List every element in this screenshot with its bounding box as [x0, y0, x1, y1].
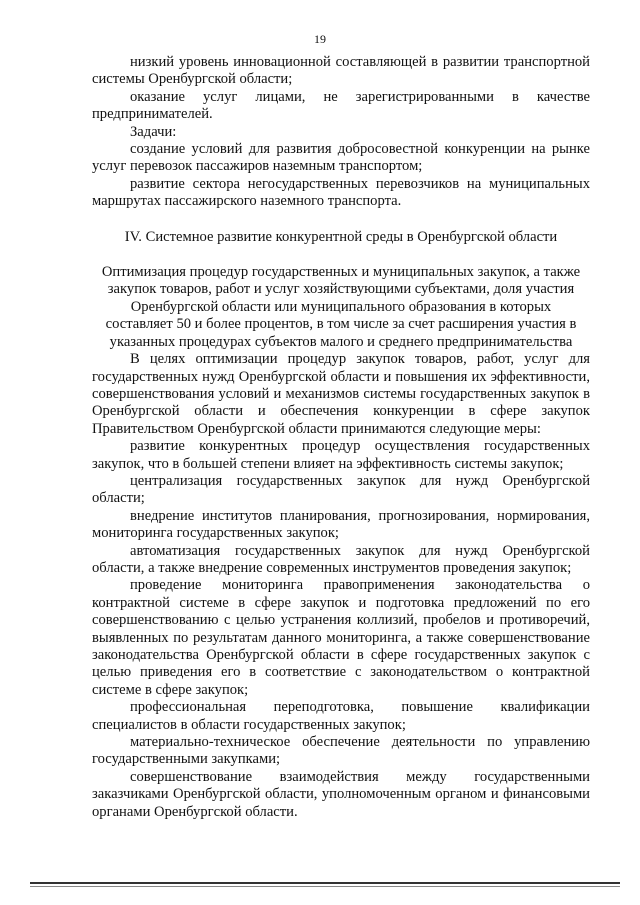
paragraph: В целях оптимизации процедур закупок товаров, работ, услуг для государственных нужд Оренбургской области и повышения их эффективности, совершенствования условий и механизмов системы государственных закупок в Оренбургской области и обеспечения конкуренции в сфере закупок Правительством Оренбургской области принимаются следующие меры: [92, 351, 590, 437]
bottom-rule [30, 882, 620, 884]
paragraph: автоматизация государственных закупок для нужд Оренбургской области, а также внедрение современных инструментов проведения закупок; [92, 542, 590, 576]
document-body [92, 54, 590, 821]
paragraph: развитие сектора негосударственных перевозчиков на муниципальных маршрутах пассажирского наземного транспорта. [92, 175, 590, 210]
paragraph: материально-техническое обеспечение деятельности по управлению государственными закупками; [92, 734, 590, 768]
paragraph: внедрение институтов планирования, прогнозирования, нормирования, мониторинга государственных закупок; [92, 507, 590, 542]
tasks-label: Задачи: [130, 123, 177, 140]
paragraph: совершенствование взаимодействия между государственными заказчиками Оренбургской области, уполномоченным органом и финансовыми органами Оренбургской области. [92, 768, 590, 820]
paragraph: централизация государственных закупок для нужд Оренбургской области; [92, 472, 590, 507]
subheading-line: Оптимизация процедур государственных и муниципальных закупок, а также [101, 264, 581, 281]
section-title: IV. Системное развитие конкурентной среды в Оренбургской области [124, 228, 558, 245]
bottom-rule [30, 886, 620, 887]
subheading-line: составляет 50 и более процентов, в том числе за счет расширения участия в [105, 316, 577, 333]
paragraph: развитие конкурентных процедур осуществления государственных закупок, что в большей степени влияет на эффективность системы закупок; [92, 438, 590, 472]
subheading-line: указанных процедурах субъектов малого и среднего предпринимательства [109, 333, 573, 350]
paragraph: проведение мониторинга правоприменения законодательства о контрактной системе в сфере закупок и подготовка предложений по его совершенствованию с целью устранения коллизий, пробелов и противоречий, выявленных по результатам данного мониторинга, а также совершенствование законодательства Оренбургской области в сфере государственных закупок с целью приведения его в соответствие с законодательством о контрактной системе в сфере закупок; [92, 577, 590, 698]
subheading-line: Оренбургской области или муниципального образования в которых [130, 298, 552, 315]
paragraph: создание условий для развития добросовестной конкуренции на рынке услуг перевозок пассажиров наземным транспортом; [92, 141, 590, 175]
paragraph: профессиональная переподготовка, повышение квалификации специалистов в области государственных закупок; [92, 699, 590, 733]
subheading-line: закупок товаров, работ и услуг хозяйствующими субъектами, доля участия [107, 281, 575, 298]
page-number: 19 [314, 32, 326, 46]
paragraph: оказание услуг лицами, не зарегистрированными в качестве предпринимателей. [92, 88, 590, 123]
paragraph: низкий уровень инновационной составляющей в развитии транспортной системы Оренбургской области; [92, 54, 590, 88]
subheading [92, 264, 590, 351]
